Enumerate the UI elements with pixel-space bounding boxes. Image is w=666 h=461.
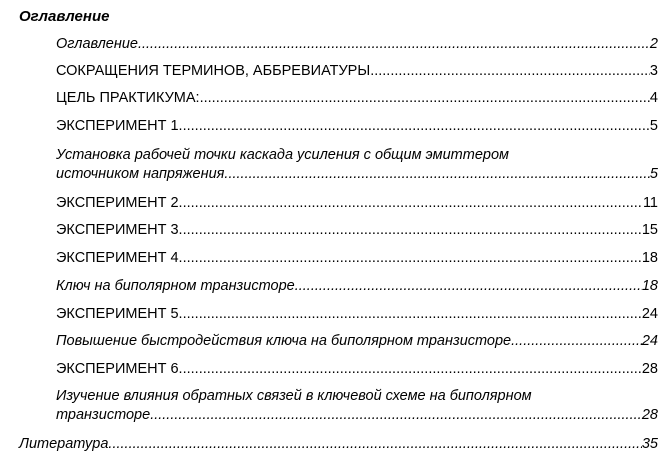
toc-entry-title: ЦЕЛЬ ПРАКТИКУМА:	[56, 90, 200, 106]
toc-page-number: 4	[649, 90, 658, 106]
toc-entry-title: Оглавление	[56, 36, 138, 52]
toc-entry-contents[interactable]	[56, 35, 658, 54]
toc-dot-leader	[138, 35, 650, 54]
toc-page-number: 15	[641, 222, 658, 238]
toc-entry-title: ЭКСПЕРИМЕНТ 3	[56, 222, 179, 238]
toc-dot-leader	[108, 435, 641, 454]
toc-entry-experiment-3[interactable]	[56, 221, 658, 240]
toc-entry-experiment-4[interactable]	[56, 249, 658, 268]
toc-entry-title: СОКРАЩЕНИЯ ТЕРМИНОВ, АББРЕВИАТУРЫ	[56, 63, 371, 79]
toc-entry-operating-point[interactable]	[56, 146, 658, 184]
toc-page-number: 2	[649, 36, 658, 52]
toc-dot-leader	[179, 360, 642, 379]
toc-entry-bjt-switch[interactable]	[56, 277, 658, 296]
toc-entry-title-line1: Изучение влияния обратных связей в ключевой схеме на биполярном	[56, 388, 532, 404]
toc-page-number: 24	[641, 333, 658, 349]
toc-entry-title-line2: транзисторе	[56, 407, 151, 423]
toc-entry-title: ЭКСПЕРИМЕНТ 5	[56, 306, 179, 322]
toc-dot-leader	[179, 305, 642, 324]
toc-page-number: 5	[649, 118, 658, 134]
toc-dot-leader	[150, 406, 642, 425]
toc-dot-leader	[179, 249, 642, 268]
toc-entry-line2	[56, 406, 658, 425]
toc-entry-title-line2: источником напряжения	[56, 166, 225, 182]
toc-entry-line2	[56, 165, 658, 184]
toc-dot-leader	[179, 221, 642, 240]
toc-dot-leader	[370, 62, 650, 81]
toc-entry-experiment-2[interactable]	[56, 194, 658, 213]
toc-entry-title: ЭКСПЕРИМЕНТ 1	[56, 118, 179, 134]
toc-entry-title: ЭКСПЕРИМЕНТ 6	[56, 361, 179, 377]
toc-page-number: 24	[641, 306, 658, 322]
toc-page-number: 28	[641, 361, 658, 377]
toc-entry-title: Литература	[19, 436, 109, 452]
toc-page-number: 35	[641, 436, 658, 452]
toc-page-number: 5	[649, 166, 658, 182]
toc-page-number: 18	[641, 250, 658, 266]
toc-heading: Оглавление	[19, 8, 110, 25]
toc-entry-title: ЭКСПЕРИМЕНТ 2	[56, 195, 179, 211]
toc-entry-abbreviations[interactable]	[56, 62, 658, 81]
toc-entry-goal[interactable]	[56, 89, 658, 108]
toc-page-number: 28	[641, 407, 658, 423]
toc-entry-title: ЭКСПЕРИМЕНТ 4	[56, 250, 179, 266]
toc-entry-literature[interactable]	[19, 435, 658, 454]
toc-dot-leader	[179, 194, 643, 213]
toc-dot-leader	[200, 89, 650, 108]
toc-dot-leader	[179, 117, 650, 136]
toc-entry-switch-speedup[interactable]	[56, 332, 658, 351]
toc-entry-title: Повышение быстродействия ключа на биполярном транзисторе	[56, 333, 512, 349]
toc-entry-experiment-5[interactable]	[56, 305, 658, 324]
toc-page-number: 18	[641, 278, 658, 294]
toc-dot-leader	[295, 277, 642, 296]
toc-entry-feedback-study[interactable]	[56, 387, 658, 425]
toc-page-number: 11	[642, 195, 658, 211]
toc-page-number: 3	[649, 63, 658, 79]
toc-dot-leader	[224, 165, 650, 184]
toc-entry-experiment-1[interactable]	[56, 117, 658, 136]
toc-entry-title: Ключ на биполярном транзисторе	[56, 278, 295, 294]
toc-dot-leader	[511, 332, 642, 351]
toc-entry-title-line1: Установка рабочей точки каскада усиления с общим эмиттером	[56, 147, 509, 163]
toc-entry-experiment-6[interactable]	[56, 360, 658, 379]
